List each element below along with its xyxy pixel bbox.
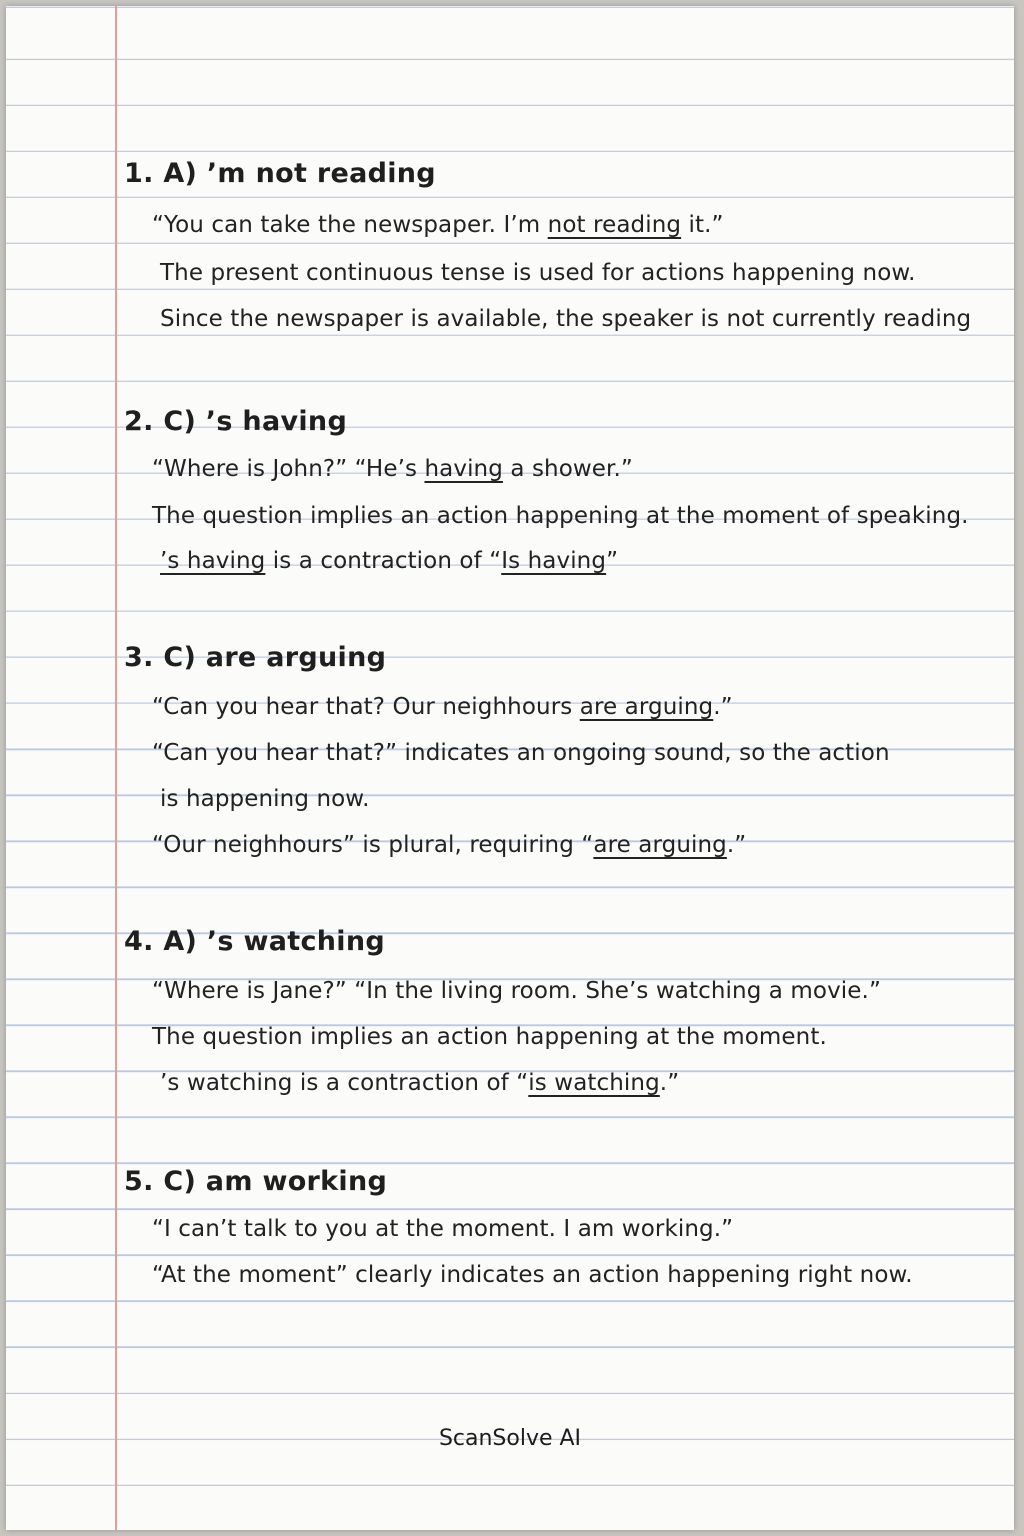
answer-3-line-2: “Can you hear that?” indicates an ongoing sound, so the action [152,740,890,766]
answer-heading-5: 5. C) am working [124,1166,388,1197]
answer-4-line-3: ’s watching is a contraction of “is watching.” [160,1070,680,1096]
answer-3-line-4: “Our neighhours” is plural, requiring “are arguing.” [152,832,747,858]
answer-heading-2: 2. C) ’s having [124,406,348,437]
answer-1-line-2: The present continuous tense is used for actions happening now. [160,260,916,286]
answer-5-line-1: “I can’t talk to you at the moment. I am working.” [152,1216,734,1242]
answer-3-line-1: “Can you hear that? Our neighhours are arguing.” [152,694,733,720]
answer-heading-1: 1. A) ’m not reading [124,158,436,189]
answer-4-line-2: The question implies an action happening at the moment. [152,1024,827,1050]
answer-4-line-1: “Where is Jane?” “In the living room. She’s watching a movie.” [152,978,881,1004]
answer-3-line-3: is happening now. [160,786,370,812]
answer-1-line-3: Since the newspaper is available, the speaker is not currently reading [160,306,972,332]
margin-line [115,6,117,1530]
notebook-paper [6,6,1014,1530]
answer-5-line-2: “At the moment” clearly indicates an action happening right now. [152,1262,913,1288]
answer-2-line-3: ’s having is a contraction of “Is having” [160,548,619,574]
answer-2-line-1: “Where is John?” “He’s having a shower.” [152,456,633,482]
answer-2-line-2: The question implies an action happening at the moment of speaking. [152,503,969,529]
footer-brand: ScanSolve AI [438,1426,582,1451]
answer-heading-4: 4. A) ’s watching [124,926,386,957]
answer-1-line-1: “You can take the newspaper. I’m not reading it.” [152,212,724,238]
answer-heading-3: 3. C) are arguing [124,642,387,673]
